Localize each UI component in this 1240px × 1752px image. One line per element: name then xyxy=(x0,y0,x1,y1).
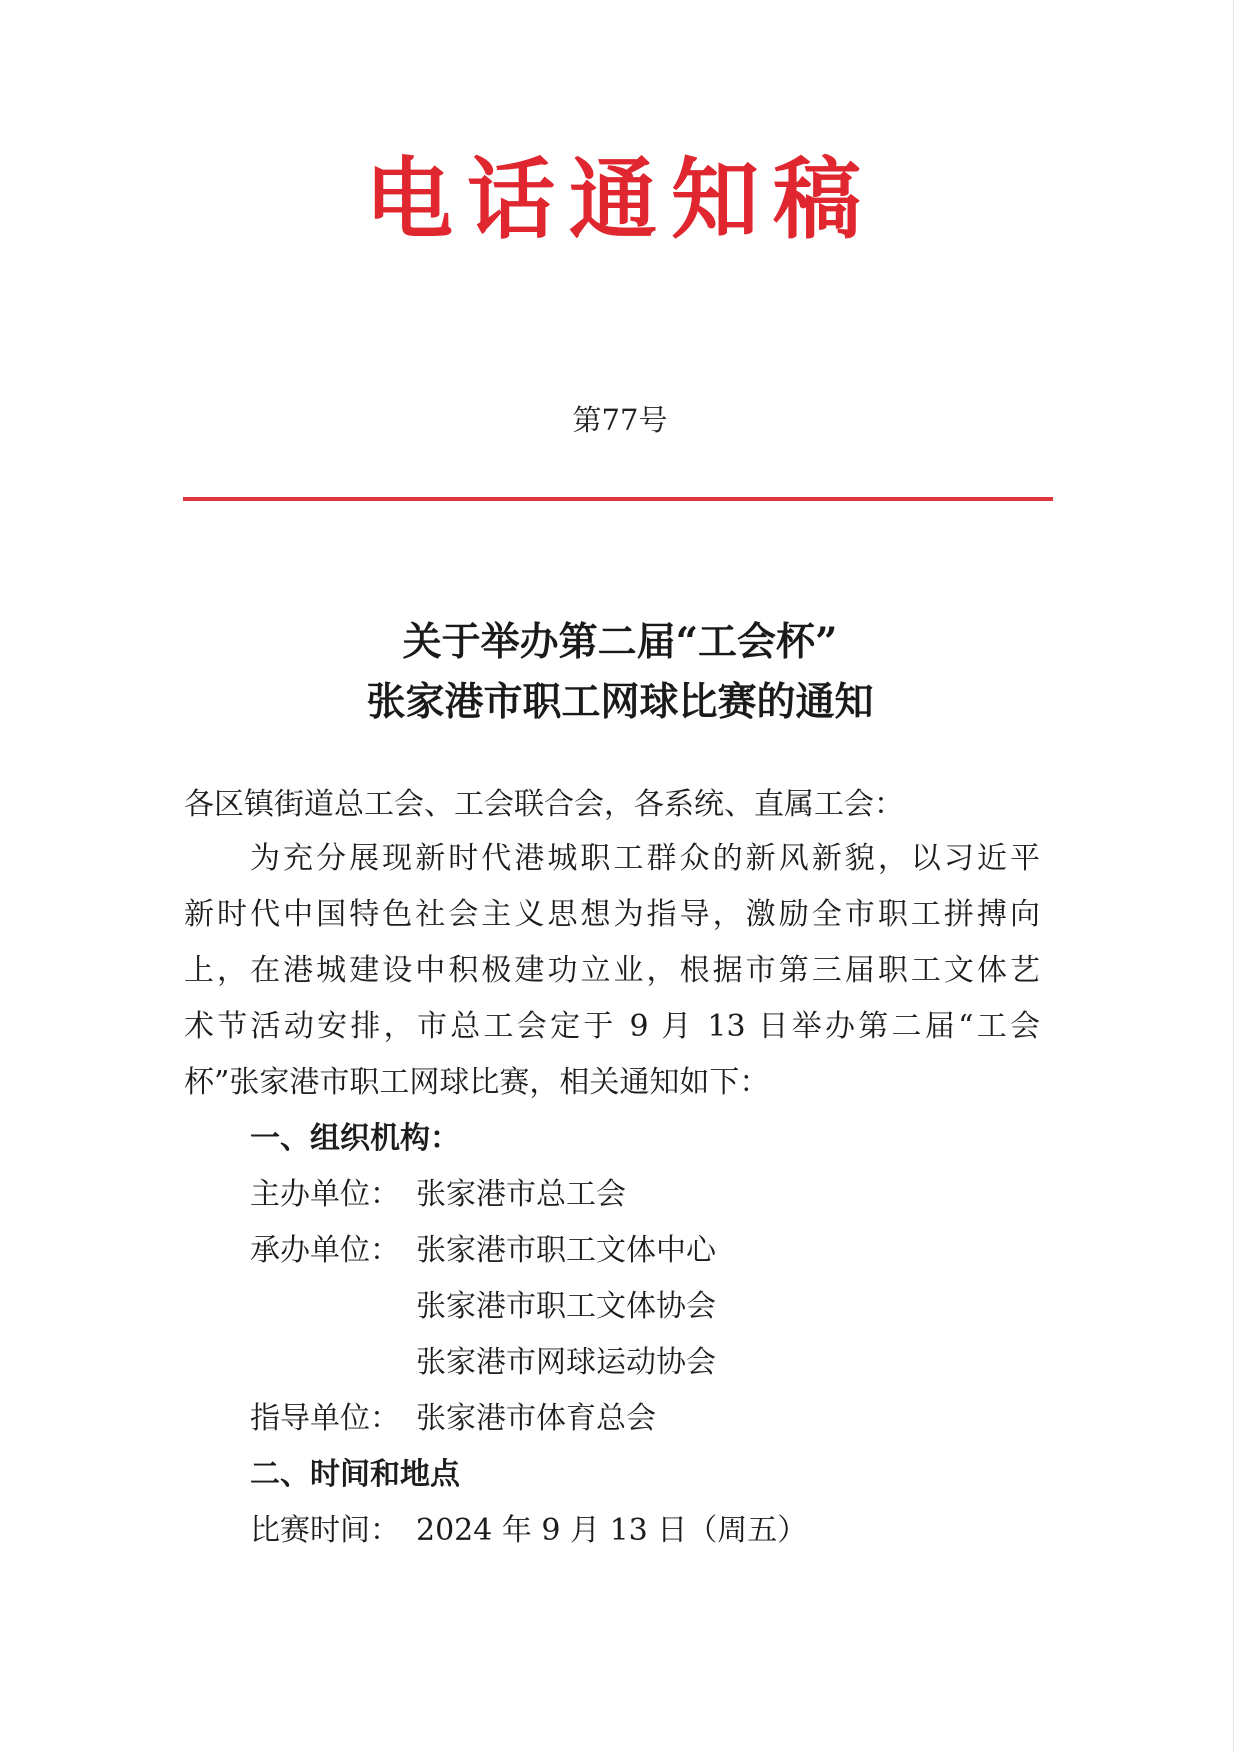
red-divider-line xyxy=(183,497,1053,501)
organizer-value-3: 张家港市网球运动协会 xyxy=(416,1345,716,1380)
guide-label: 指导单位： xyxy=(250,1401,400,1436)
salutation: 各区镇街道总工会、工会联合会，各系统、直属工会： xyxy=(184,787,904,822)
section-1-heading: 一、组织机构： xyxy=(250,1121,460,1156)
intro-line-1: 为充分展现新时代港城职工群众的新风新貌，以习近平 xyxy=(250,841,1040,876)
intro-line-5: 杯”张家港市职工网球比赛，相关通知如下： xyxy=(184,1065,770,1100)
organizer-value-1: 张家港市职工文体中心 xyxy=(416,1233,716,1268)
section-2-heading: 二、时间和地点 xyxy=(250,1457,460,1492)
time-label: 比赛时间： xyxy=(250,1513,400,1548)
time-value: 2024 年 9 月 13 日（周五） xyxy=(416,1513,808,1548)
organizer-label: 承办单位： xyxy=(250,1233,400,1268)
intro-line-3: 上，在港城建设中积极建功立业，根据市第三届职工文体艺 xyxy=(184,953,1040,988)
document-title-line-1: 关于举办第二届“工会杯” xyxy=(402,619,838,665)
host-label: 主办单位： xyxy=(250,1177,400,1212)
guide-value: 张家港市体育总会 xyxy=(416,1401,656,1436)
intro-line-2: 新时代中国特色社会主义思想为指导，激励全市职工拼搏向 xyxy=(184,897,1040,932)
document-title-line-2: 张家港市职工网球比赛的通知 xyxy=(366,679,874,725)
page-edge xyxy=(1233,0,1234,1752)
masthead-title: 电话通知稿 xyxy=(364,148,875,251)
intro-line-4: 术节活动安排，市总工会定于 9 月 13 日举办第二届“工会 xyxy=(184,1009,1040,1044)
host-value: 张家港市总工会 xyxy=(416,1177,626,1212)
issue-number: 第77号 xyxy=(572,403,668,437)
organizer-value-2: 张家港市职工文体协会 xyxy=(416,1289,716,1324)
